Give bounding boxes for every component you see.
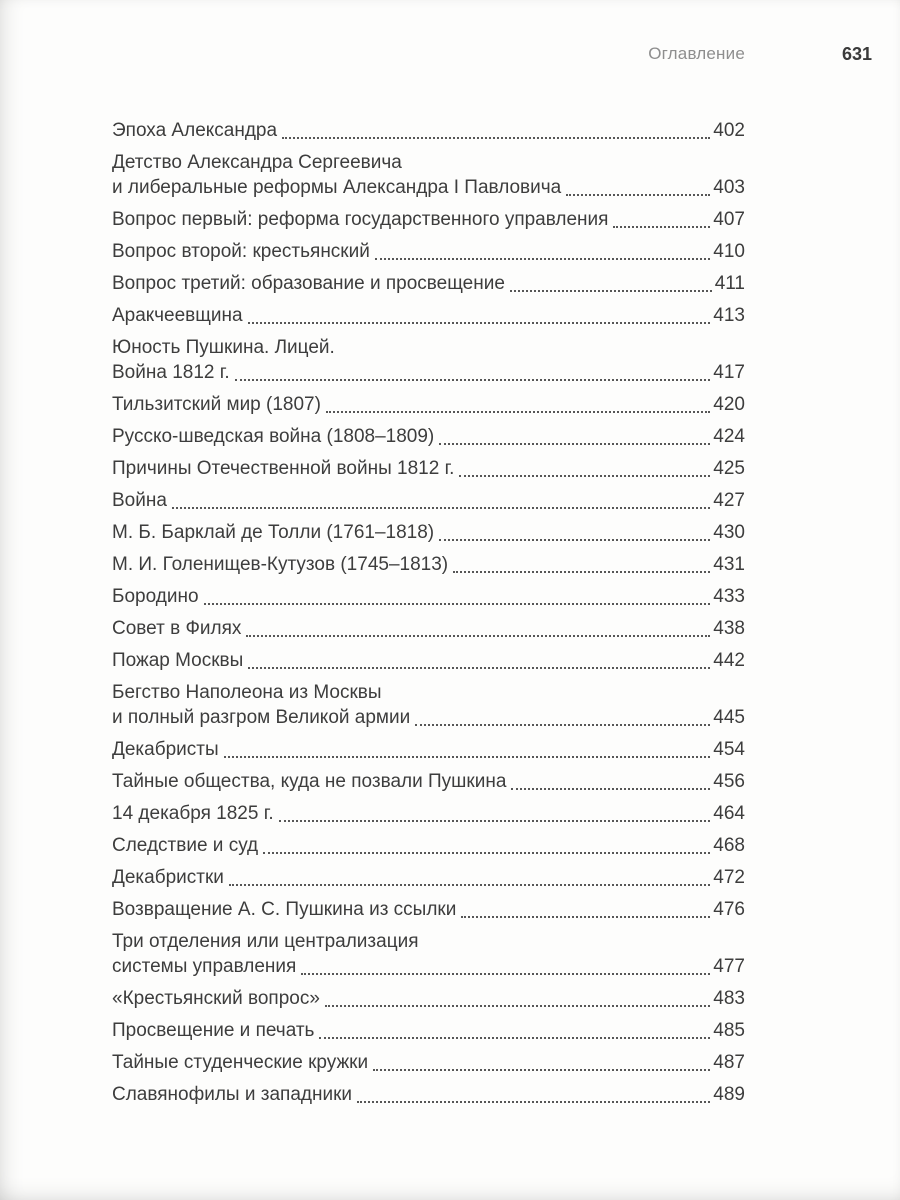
toc-entry-title: Русско-шведская война (1808–1809) xyxy=(112,426,435,447)
toc-entry-page: 438 xyxy=(713,618,745,639)
dot-leader xyxy=(248,322,711,324)
toc-entry xyxy=(112,680,745,730)
toc-entry-title: Возвращение А. С. Пушкина из ссылки xyxy=(112,899,457,920)
dot-leader xyxy=(439,539,710,541)
toc-entry-title: Вопрос первый: реформа государственного управления xyxy=(112,209,609,230)
toc-entry-title: Славянофилы и западники xyxy=(112,1084,353,1105)
toc-entry xyxy=(112,271,745,296)
toc-entry-last-line xyxy=(112,360,745,385)
toc-entry-page: 413 xyxy=(713,305,745,326)
toc-entry-title: Просвещение и печать xyxy=(112,1020,315,1041)
toc-entry-last-line xyxy=(112,616,745,641)
toc-entry-last-line xyxy=(112,865,745,890)
dot-leader xyxy=(279,820,711,822)
toc-entry-last-line xyxy=(112,424,745,449)
toc-entry-page: 433 xyxy=(713,586,745,607)
toc-entry-page: 472 xyxy=(713,867,745,888)
toc-entry-last-line xyxy=(112,392,745,417)
toc-entry-title: Пожар Москвы xyxy=(112,650,244,671)
toc-entry xyxy=(112,769,745,794)
toc-entry xyxy=(112,118,745,143)
toc-entry-page: 485 xyxy=(713,1020,745,1041)
toc-entry-line: Юность Пушкина. Лицей. xyxy=(112,337,335,358)
toc-entry xyxy=(112,1018,745,1043)
toc-entry xyxy=(112,833,745,858)
toc-entry xyxy=(112,456,745,481)
toc-entry-extra-lines xyxy=(112,150,745,175)
toc-entry-page: 454 xyxy=(713,739,745,760)
toc-entry-page: 430 xyxy=(713,522,745,543)
toc-entry-page: 403 xyxy=(713,177,745,198)
toc-entry-title: 14 декабря 1825 г. xyxy=(112,803,274,824)
toc-entry xyxy=(112,616,745,641)
toc-entry-title: Аракчеевщина xyxy=(112,305,243,326)
toc-entry-title: Декабристы xyxy=(112,739,219,760)
toc-entry-page: 445 xyxy=(713,707,745,728)
toc-list xyxy=(112,118,745,1107)
toc-entry-title: и либеральные реформы Александра I Павловича xyxy=(112,177,562,198)
toc-entry-title: Вопрос второй: крестьянский xyxy=(112,241,370,262)
toc-entry-title: Тильзитский мир (1807) xyxy=(112,394,321,415)
toc-entry-title: системы управления xyxy=(112,956,297,977)
dot-leader xyxy=(246,635,710,637)
dot-leader xyxy=(375,258,710,260)
toc-entry-last-line xyxy=(112,737,745,762)
toc-entry-last-line xyxy=(112,1082,745,1107)
toc-entry-last-line xyxy=(112,986,745,1011)
dot-leader xyxy=(229,884,710,886)
running-head-title: Оглавление xyxy=(648,44,745,63)
toc-entry xyxy=(112,737,745,762)
toc-entry-title: Вопрос третий: образование и просвещение xyxy=(112,273,505,294)
toc-entry-title: Тайные общества, куда не позвали Пушкина xyxy=(112,771,507,792)
dot-leader xyxy=(172,507,710,509)
toc-entry-last-line xyxy=(112,520,745,545)
dot-leader xyxy=(282,137,710,139)
toc-entry-title: Тайные студенческие кружки xyxy=(112,1052,369,1073)
running-head xyxy=(112,42,872,66)
toc-entry-page: 417 xyxy=(713,362,745,383)
toc-entry xyxy=(112,1050,745,1075)
toc-entry-last-line xyxy=(112,118,745,143)
toc-entry xyxy=(112,207,745,232)
toc-entry xyxy=(112,335,745,385)
toc-entry-title: М. Б. Барклай де Толли (1761–1818) xyxy=(112,522,435,543)
toc-entry xyxy=(112,648,745,673)
dot-leader xyxy=(453,571,710,573)
toc-entry xyxy=(112,801,745,826)
toc-entry-line: Детство Александра Сергеевича xyxy=(112,152,402,173)
toc-entry-last-line xyxy=(112,271,745,296)
toc-entry-page: 402 xyxy=(713,120,745,141)
toc-entry-page: 487 xyxy=(713,1052,745,1073)
toc-entry-page: 468 xyxy=(713,835,745,856)
toc-entry-page: 483 xyxy=(713,988,745,1009)
toc-entry xyxy=(112,584,745,609)
toc-entry-page: 477 xyxy=(713,956,745,977)
toc-entry-last-line xyxy=(112,239,745,264)
toc-entry-line: Три отделения или централизация xyxy=(112,931,419,952)
toc-entry-line: Бегство Наполеона из Москвы xyxy=(112,682,382,703)
toc-entry-page: 456 xyxy=(713,771,745,792)
dot-leader xyxy=(415,724,710,726)
dot-leader xyxy=(319,1037,710,1039)
toc-entry-page: 407 xyxy=(713,209,745,230)
toc-entry-title: М. И. Голенищев-Кутузов (1745–1813) xyxy=(112,554,449,575)
dot-leader xyxy=(235,379,711,381)
toc-entry-last-line xyxy=(112,207,745,232)
dot-leader xyxy=(301,973,710,975)
dot-leader xyxy=(510,290,712,292)
dot-leader xyxy=(204,603,711,605)
dot-leader xyxy=(566,194,710,196)
toc-entry-title: Совет в Филях xyxy=(112,618,242,639)
dot-leader xyxy=(248,667,710,669)
toc-entry-title: «Крестьянский вопрос» xyxy=(112,988,320,1009)
toc-entry-title: Эпоха Александра xyxy=(112,120,278,141)
toc-entry-last-line xyxy=(112,769,745,794)
toc-entry-last-line xyxy=(112,303,745,328)
dot-leader xyxy=(613,226,710,228)
dot-leader xyxy=(373,1069,710,1071)
toc-entry-last-line xyxy=(112,488,745,513)
toc-entry xyxy=(112,897,745,922)
toc-entry xyxy=(112,424,745,449)
toc-entry-title: Война 1812 г. xyxy=(112,362,230,383)
toc-entry-title: Декабристки xyxy=(112,867,224,888)
toc-entry-title: и полный разгром Великой армии xyxy=(112,707,411,728)
toc-entry-last-line xyxy=(112,801,745,826)
toc-entry-page: 425 xyxy=(713,458,745,479)
toc-entry-extra-lines xyxy=(112,680,745,705)
toc-entry xyxy=(112,1082,745,1107)
toc-entry xyxy=(112,303,745,328)
toc-entry-last-line xyxy=(112,954,745,979)
toc-entry-last-line xyxy=(112,1018,745,1043)
toc-entry-last-line xyxy=(112,552,745,577)
toc-entry-last-line xyxy=(112,456,745,481)
toc-entry-last-line xyxy=(112,897,745,922)
toc-entry xyxy=(112,552,745,577)
dot-leader xyxy=(459,475,710,477)
toc-entry-last-line xyxy=(112,175,745,200)
toc-entry-title: Следствие и суд xyxy=(112,835,259,856)
toc-entry xyxy=(112,929,745,979)
toc-entry-page: 424 xyxy=(713,426,745,447)
toc-entry-last-line xyxy=(112,584,745,609)
toc-entry-extra-lines xyxy=(112,335,745,360)
dot-leader xyxy=(263,852,710,854)
page-folio-number: 631 xyxy=(841,44,872,64)
toc-entry xyxy=(112,986,745,1011)
toc-entry-last-line xyxy=(112,833,745,858)
dot-leader xyxy=(439,443,710,445)
toc-entry-page: 420 xyxy=(713,394,745,415)
toc-entry-page: 464 xyxy=(713,803,745,824)
dot-leader xyxy=(461,916,710,918)
dot-leader xyxy=(511,788,710,790)
dot-leader xyxy=(224,756,711,758)
toc-entry-page: 476 xyxy=(713,899,745,920)
toc-entry-extra-lines xyxy=(112,929,745,954)
toc-entry-page: 431 xyxy=(713,554,745,575)
toc-entry-last-line xyxy=(112,705,745,730)
dot-leader xyxy=(325,1005,710,1007)
toc-entry-title: Война xyxy=(112,490,167,511)
toc-entry xyxy=(112,239,745,264)
toc-entry xyxy=(112,150,745,200)
toc-entry-title: Причины Отечественной войны 1812 г. xyxy=(112,458,455,479)
dot-leader xyxy=(326,411,710,413)
toc-entry-last-line xyxy=(112,648,745,673)
toc-entry-page: 442 xyxy=(713,650,745,671)
toc-entry xyxy=(112,488,745,513)
toc-entry-title: Бородино xyxy=(112,586,199,607)
toc-entry xyxy=(112,520,745,545)
toc-entry xyxy=(112,865,745,890)
toc-entry-last-line xyxy=(112,1050,745,1075)
dot-leader xyxy=(357,1101,710,1103)
toc-entry-page: 411 xyxy=(714,273,745,294)
toc-entry xyxy=(112,392,745,417)
toc-entry-page: 410 xyxy=(713,241,745,262)
toc-entry-page: 489 xyxy=(713,1084,745,1105)
toc-entry-page: 427 xyxy=(713,490,745,511)
